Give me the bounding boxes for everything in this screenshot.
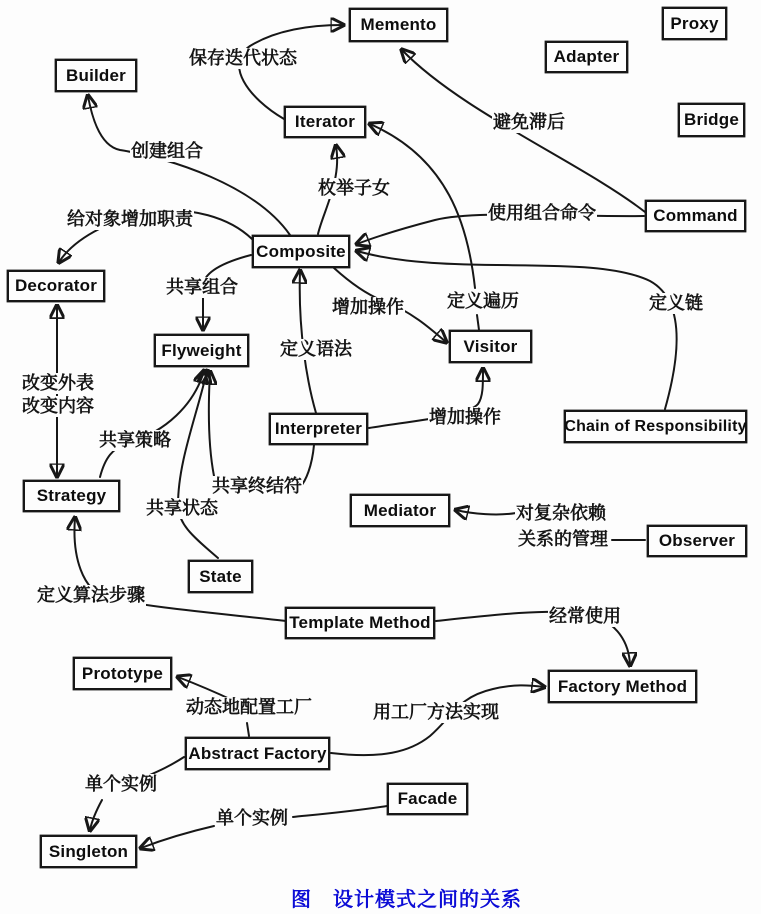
edge-label-use-composite-commands: 使用组合命令 [488,203,596,223]
node-decorator: Decorator [7,270,105,302]
figure-caption: 图 设计模式之间的关系 [291,889,522,911]
edge-label-configure-factory: 动态地配置工厂 [186,697,312,717]
node-singleton: Singleton [40,835,137,868]
node-observer: Observer [647,525,747,557]
edge-label-change-content: 改变内容 [22,396,94,416]
edge-label-share-strategies: 共享策略 [99,430,171,450]
node-memento: Memento [349,8,448,42]
node-interpreter: Interpreter [269,413,368,445]
node-iterator: Iterator [284,106,366,138]
edge-label-share-states: 共享状态 [146,498,218,518]
node-composite: Composite [252,235,350,268]
edge-label-define-chain: 定义链 [649,293,703,313]
edge-label-share-terminals: 共享终结符 [212,476,302,496]
node-factory-method: Factory Method [548,670,697,703]
edge-label-share-composites: 共享组合 [166,277,238,297]
edge-label-define-traversals: 定义遍历 [447,291,519,311]
edge-label-often-uses: 经常使用 [549,606,621,626]
edge-label-avoid-hysteresis: 避免滞后 [493,112,565,132]
edge-label-single-instance-1: 单个实例 [85,774,157,794]
node-chain-of-responsibility: Chain of Responsibility [564,410,747,443]
edge-label-manage-dependencies-line1: 对复杂依赖 [516,503,606,523]
node-facade: Facade [387,783,468,815]
node-builder: Builder [55,59,137,92]
edge-label-manage-dependencies-line2: 关系的管理 [518,529,608,549]
node-mediator: Mediator [350,494,450,527]
node-visitor: Visitor [449,330,532,363]
node-bridge: Bridge [678,103,745,137]
edge-label-define-grammar: 定义语法 [280,339,352,359]
node-strategy: Strategy [23,480,120,512]
node-template-method: Template Method [285,607,435,639]
edge-label-add-operations-bottom: 增加操作 [429,407,501,427]
node-state: State [188,560,253,593]
edge-iterator-to-memento [239,25,343,119]
node-command: Command [645,200,746,232]
node-adapter: Adapter [545,41,628,73]
node-prototype: Prototype [73,657,172,690]
edge-label-create-composites: 创建组合 [131,141,203,161]
edge-label-to-mediator [456,510,516,514]
edge-label-define-algorithm-steps: 定义算法步骤 [37,585,145,605]
node-abstract-factory: Abstract Factory [185,737,330,770]
edge-label-save-iteration-state: 保存迭代状态 [189,48,297,68]
node-flyweight: Flyweight [154,334,249,367]
node-proxy: Proxy [662,7,727,40]
edge-label-add-responsibilities: 给对象增加职责 [67,209,193,229]
edge-label-implement-with-factory: 用工厂方法实现 [373,702,499,722]
edge-label-enumerate-children: 枚举子女 [318,178,390,198]
edge-label-single-instance-2: 单个实例 [216,808,288,828]
edge-label-change-appearance: 改变外表 [22,373,94,393]
edge-strategy-to-flyweight [100,371,204,477]
edge-label-add-operations-top: 增加操作 [332,297,404,317]
